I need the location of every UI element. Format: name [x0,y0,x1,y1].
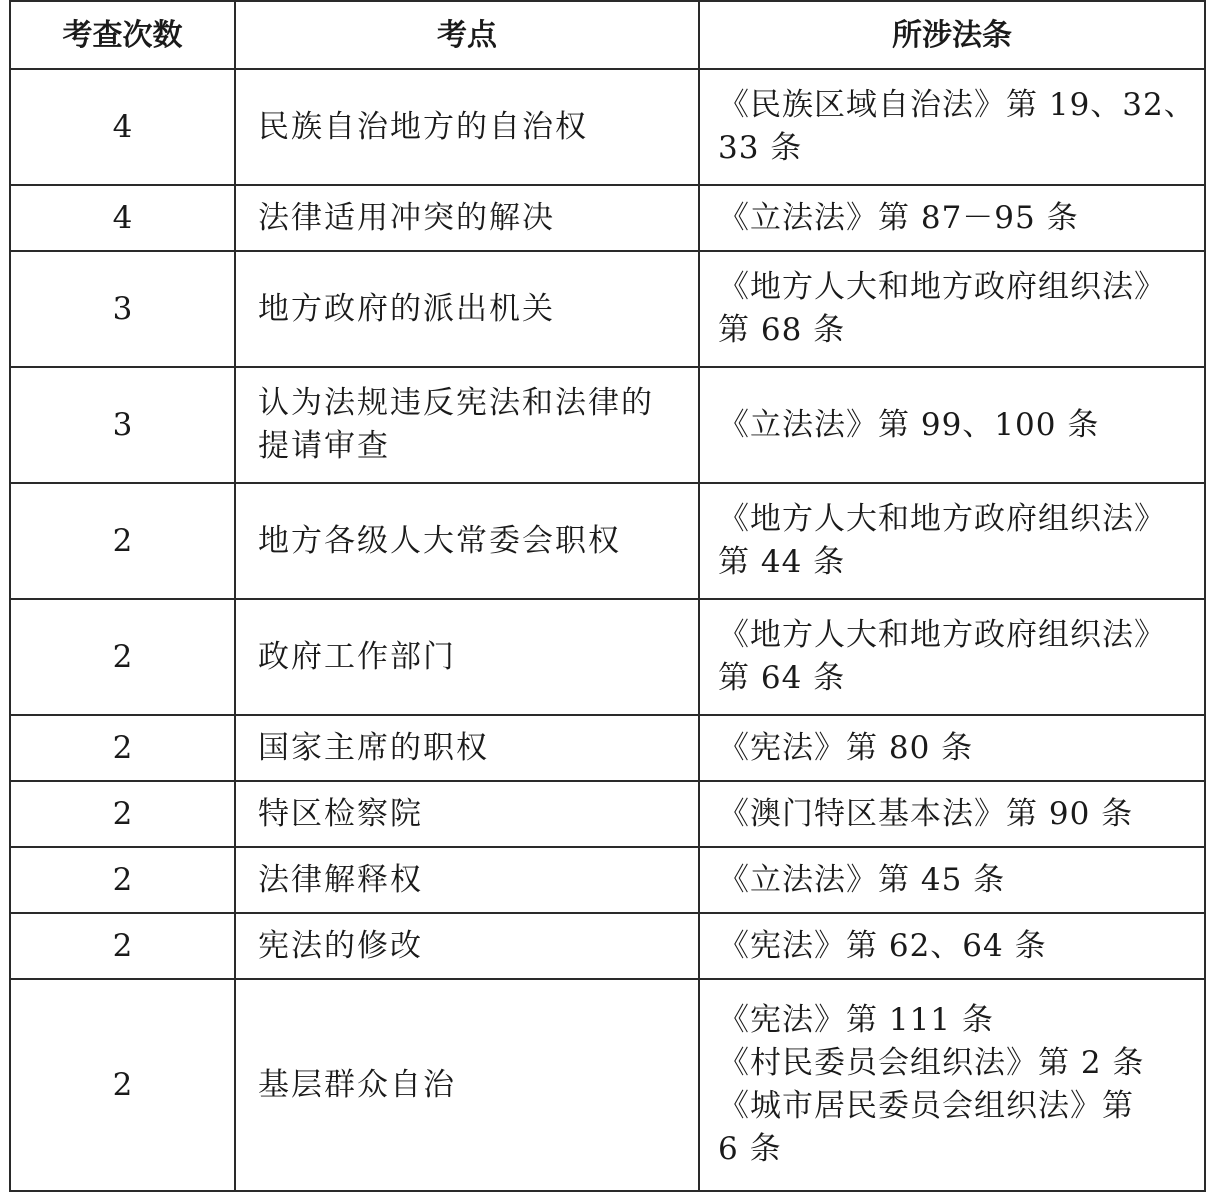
count-cell: 3 [10,367,235,483]
count-cell: 2 [10,913,235,979]
law-text: 《地方人大和地方政府组织法》 [718,617,1166,653]
point-text: 国家主席的职权 [258,729,489,766]
point-text: 宪法的修改 [258,927,423,964]
law-cell [699,913,1205,979]
point-text: 民族自治地方的自治权 [258,108,588,145]
point-cell [235,367,699,483]
law-topics-table [9,0,1206,1192]
law-cell [699,781,1205,847]
law-cell [699,251,1205,367]
table-row [10,781,1205,847]
table-row [10,847,1205,913]
header-count: 考查次数 [10,1,235,69]
law-cell [699,979,1205,1191]
law-cell [699,185,1205,251]
table-row [10,251,1205,367]
law-text: 《立法法》第 45 条 [718,861,1006,898]
point-text: 提请审查 [258,428,390,464]
count-cell: 2 [10,483,235,599]
point-cell [235,847,699,913]
law-text: 《立法法》第 99、100 条 [718,406,1100,443]
point-cell [235,979,699,1191]
point-cell [235,483,699,599]
header-point: 考点 [235,1,699,69]
count-cell: 2 [10,979,235,1191]
header-law: 所涉法条 [699,1,1205,69]
point-cell [235,715,699,781]
table-row [10,185,1205,251]
point-text: 认为法规违反宪法和法律的 [258,385,654,421]
count-cell: 2 [10,847,235,913]
law-text: 《城市居民委员会组织法》第 [718,1088,1134,1124]
count-cell: 2 [10,599,235,715]
law-cell [699,367,1205,483]
table-row [10,599,1205,715]
law-cell [699,483,1205,599]
table-row [10,69,1205,185]
table-row [10,979,1205,1191]
point-text: 地方各级人大常委会职权 [258,522,621,559]
table-row [10,715,1205,781]
law-cell [699,847,1205,913]
table-row [10,483,1205,599]
count-cell: 2 [10,781,235,847]
law-cell [699,599,1205,715]
point-text: 特区检察院 [258,795,423,832]
law-text: 33 条 [718,130,803,166]
law-text: 第 68 条 [718,312,846,348]
table-row [10,367,1205,483]
point-text: 基层群众自治 [258,1066,456,1103]
law-text: 《宪法》第 80 条 [718,729,974,766]
law-cell [699,69,1205,185]
law-text: 《地方人大和地方政府组织法》 [718,501,1166,537]
law-text: 《澳门特区基本法》第 90 条 [718,795,1134,832]
law-text: 《宪法》第 62、64 条 [718,927,1047,964]
point-text: 法律解释权 [258,861,423,898]
count-cell: 4 [10,69,235,185]
law-cell [699,715,1205,781]
law-text: 第 64 条 [718,660,846,696]
point-cell [235,69,699,185]
law-text: 《立法法》第 87－95 条 [718,199,1079,236]
law-text: 《民族区域自治法》第 19、32、 [718,87,1196,123]
point-cell [235,781,699,847]
table-header-row [10,1,1205,69]
law-text: 《地方人大和地方政府组织法》 [718,269,1166,305]
point-cell [235,913,699,979]
point-cell [235,185,699,251]
count-cell: 3 [10,251,235,367]
law-text: 6 条 [718,1131,782,1167]
point-text: 法律适用冲突的解决 [258,199,555,236]
count-cell: 4 [10,185,235,251]
point-cell [235,599,699,715]
law-text: 《村民委员会组织法》第 2 条 [718,1045,1145,1081]
law-text: 《宪法》第 111 条 [718,1002,994,1038]
count-cell: 2 [10,715,235,781]
point-text: 政府工作部门 [258,638,456,675]
law-text: 第 44 条 [718,544,846,580]
point-cell [235,251,699,367]
point-text: 地方政府的派出机关 [258,290,555,327]
table-row [10,913,1205,979]
